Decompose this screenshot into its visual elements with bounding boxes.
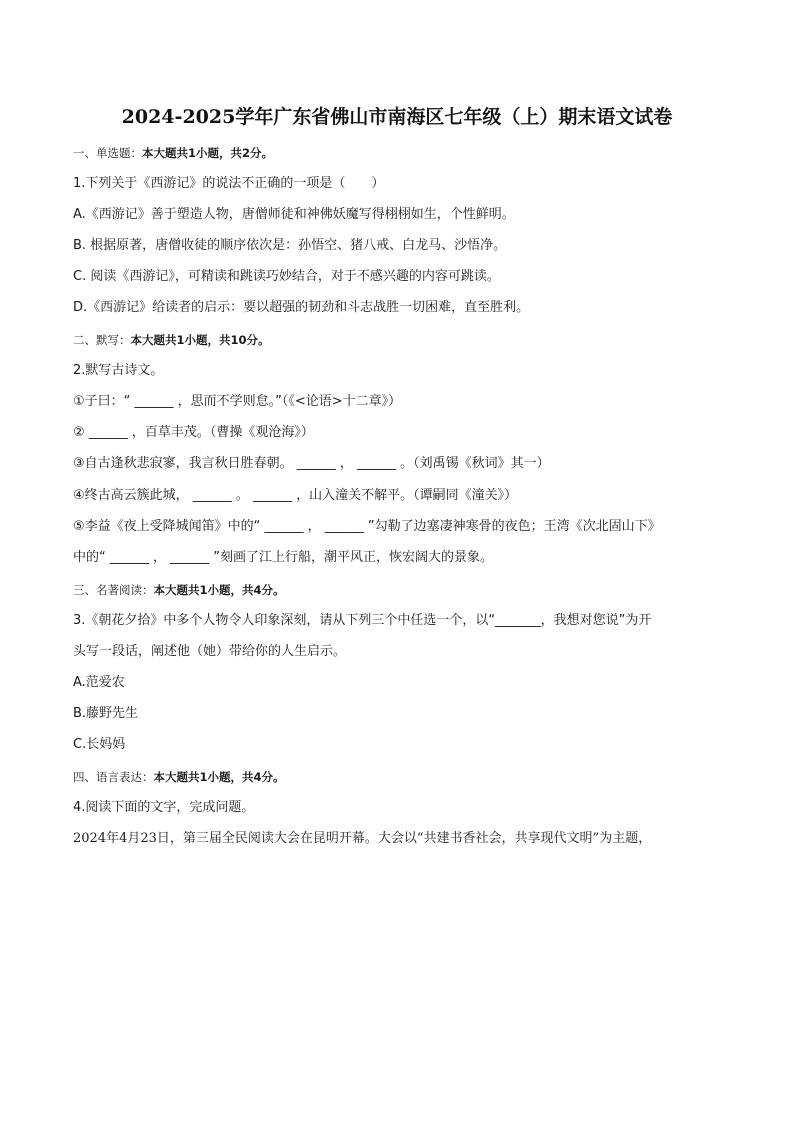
question-3-stem-cont: 头写一段话，阐述他（她）带给你的人生启示。 [73, 644, 347, 659]
section-label: 一、单选题： [73, 146, 142, 160]
question-1-option-a: A.《西游记》善于塑造人物，唐僧师徒和神佛妖魔写得栩栩如生，个性鲜明。 [73, 207, 515, 222]
question-2-item-3: ③自古逢秋悲寂寥，我言秋日胜春朝。 ______ ， ______ 。（刘禹锡《秋词》其一） [73, 456, 550, 471]
question-3-option-c: C.长妈妈 [73, 737, 126, 752]
section-info: 本大题共1小题，共4分。 [153, 770, 285, 784]
section-heading-language-expression [73, 767, 733, 787]
question-1-option-d: D.《西游记》给读者的启示：要以超强的韧劲和斗志战胜一切困难，直至胜利。 [73, 300, 530, 315]
question-1-option-c: C. 阅读《西游记》，可精读和跳读巧妙结合，对于不感兴趣的内容可跳读。 [73, 269, 500, 284]
question-1-option-b: B. 根据原著，唐僧收徒的顺序依次是：孙悟空、猪八戒、白龙马、沙悟净。 [73, 238, 507, 253]
section-heading-classic-reading [73, 580, 733, 600]
question-3-option-a: A.范爱农 [73, 675, 125, 690]
section-label: 二、默写： [73, 333, 131, 347]
question-3-option-b: B.藤野先生 [73, 706, 139, 721]
question-2-item-2: ② ______ ，百草丰茂。（曹操《观沧海》） [73, 425, 314, 440]
section-heading-single-choice [73, 143, 733, 163]
question-2-stem: 2.默写古诗文。 [73, 363, 164, 378]
section-label: 四、语言表达： [73, 770, 154, 784]
question-1-stem: 1.下列关于《西游记》的说法不正确的一项是（ ） [73, 176, 385, 191]
question-4-passage-line: 2024年4月23日，第三届全民阅读大会在昆明开幕。大会以“共建书香社会，共享现代文明”为主题， [73, 831, 652, 846]
section-info: 本大题共1小题，共2分。 [142, 146, 274, 160]
section-info: 本大题共1小题，共10分。 [130, 333, 270, 347]
section-heading-dictation [73, 330, 733, 350]
question-2-item-5: ⑤李益《夜上受降城闻笛》中的“ ______ ， ______ ”勾勒了边塞凄神寒骨的夜色；王湾《次北固山下》 [73, 519, 661, 534]
exam-title: 2024-2025学年广东省佛山市南海区七年级（上）期末语文试卷 [121, 106, 673, 128]
question-2-item-4: ④终古高云簇此城， ______ 。 ______ ，山入潼关不解平。（谭嗣同《潼关》） [73, 488, 518, 503]
question-2-item-5-cont: 中的“ ______ ， ______ ”刻画了江上行船，潮平风正，恢宏阔大的景象。 [73, 550, 493, 565]
section-label: 三、名著阅读： [73, 583, 154, 597]
question-3-stem: 3.《朝花夕拾》中多个人物令人印象深刻，请从下列三个中任选一个，以“_______，我想对您说”为开 [73, 613, 652, 628]
section-info: 本大题共1小题，共4分。 [153, 583, 285, 597]
question-2-item-1: ①子曰：“ ______ ，思而不学则怠。”（《<论语>十二章》） [73, 394, 402, 409]
question-4-stem: 4.阅读下面的文字，完成问题。 [73, 800, 255, 815]
